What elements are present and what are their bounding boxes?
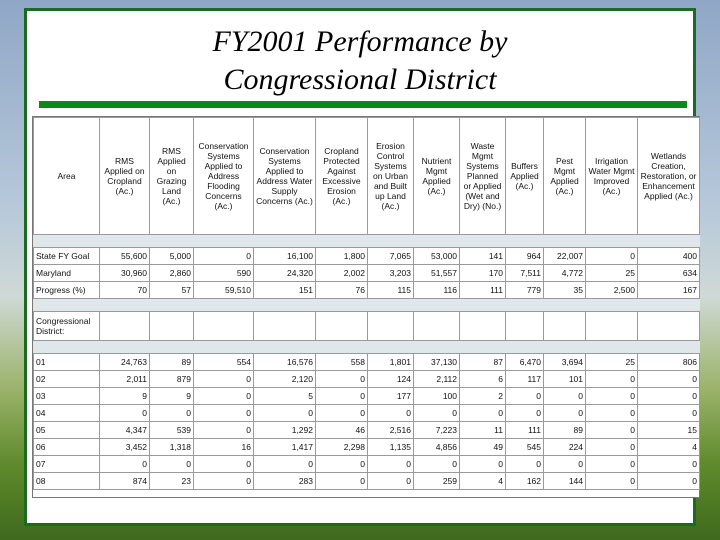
value-cell: 4,347 (100, 422, 150, 439)
performance-table-container (32, 116, 700, 498)
spacer-cell (100, 235, 150, 248)
empty-cell (316, 312, 368, 341)
value-cell: 2,860 (150, 265, 194, 282)
value-cell: 0 (368, 405, 414, 422)
area-cell: State FY Goal (34, 248, 100, 265)
value-cell: 30,960 (100, 265, 150, 282)
value-cell: 590 (194, 265, 254, 282)
value-cell: 5 (254, 388, 316, 405)
spacer-cell (150, 299, 194, 312)
value-cell: 57 (150, 282, 194, 299)
spacer-cell (544, 235, 586, 248)
spacer-cell (150, 235, 194, 248)
empty-cell (254, 312, 316, 341)
value-cell: 7,065 (368, 248, 414, 265)
value-cell: 0 (194, 248, 254, 265)
value-cell: 283 (254, 473, 316, 490)
value-cell: 0 (586, 456, 638, 473)
value-cell: 25 (586, 354, 638, 371)
column-header: Erosion Control Systems on Urban and Built up Land (Ac.) (368, 118, 414, 235)
spacer-cell (254, 235, 316, 248)
spacer-cell (544, 299, 586, 312)
value-cell: 0 (194, 473, 254, 490)
value-cell: 87 (460, 354, 506, 371)
value-cell: 1,135 (368, 439, 414, 456)
value-cell: 3,203 (368, 265, 414, 282)
value-cell: 779 (506, 282, 544, 299)
area-cell: 01 (34, 354, 100, 371)
value-cell: 0 (100, 405, 150, 422)
value-cell: 115 (368, 282, 414, 299)
column-header: Irrigation Water Mgmt Improved (Ac.) (586, 118, 638, 235)
value-cell: 0 (100, 456, 150, 473)
value-cell: 101 (544, 371, 586, 388)
value-cell: 116 (414, 282, 460, 299)
area-cell: 02 (34, 371, 100, 388)
empty-cell (506, 312, 544, 341)
title-line-2: Congressional District (223, 63, 497, 96)
area-cell: Maryland (34, 265, 100, 282)
spacer-cell (34, 235, 100, 248)
value-cell: 37,130 (414, 354, 460, 371)
spacer-cell (34, 341, 100, 354)
value-cell: 11 (460, 422, 506, 439)
value-cell: 0 (586, 473, 638, 490)
value-cell: 0 (638, 371, 700, 388)
value-cell: 1,801 (368, 354, 414, 371)
value-cell: 144 (544, 473, 586, 490)
slide-title (27, 23, 693, 99)
value-cell: 0 (544, 405, 586, 422)
title-divider (39, 101, 687, 108)
value-cell: 0 (194, 388, 254, 405)
value-cell: 0 (414, 456, 460, 473)
value-cell: 806 (638, 354, 700, 371)
value-cell: 24,320 (254, 265, 316, 282)
header-row (34, 118, 700, 235)
value-cell: 89 (544, 422, 586, 439)
value-cell: 51,557 (414, 265, 460, 282)
spacer-cell (150, 341, 194, 354)
value-cell: 9 (100, 388, 150, 405)
spacer-cell (460, 299, 506, 312)
value-cell: 0 (586, 371, 638, 388)
value-cell: 23 (150, 473, 194, 490)
spacer-cell (506, 299, 544, 312)
value-cell: 22,007 (544, 248, 586, 265)
value-cell: 0 (638, 473, 700, 490)
value-cell: 55,600 (100, 248, 150, 265)
table-row (34, 422, 700, 439)
value-cell: 0 (194, 405, 254, 422)
value-cell: 0 (316, 405, 368, 422)
value-cell: 0 (638, 388, 700, 405)
value-cell: 0 (150, 456, 194, 473)
value-cell: 5,000 (150, 248, 194, 265)
value-cell: 554 (194, 354, 254, 371)
area-cell: Progress (%) (34, 282, 100, 299)
value-cell: 1,800 (316, 248, 368, 265)
value-cell: 224 (544, 439, 586, 456)
spacer-row (34, 299, 700, 312)
table-body (34, 235, 700, 490)
spacer-cell (368, 341, 414, 354)
spacer-cell (316, 299, 368, 312)
value-cell: 141 (460, 248, 506, 265)
value-cell: 0 (460, 405, 506, 422)
spacer-cell (316, 341, 368, 354)
spacer-cell (414, 341, 460, 354)
value-cell: 0 (368, 473, 414, 490)
column-header: RMS Applied on Cropland (Ac.) (100, 118, 150, 235)
value-cell: 167 (638, 282, 700, 299)
value-cell: 0 (506, 405, 544, 422)
empty-cell (100, 312, 150, 341)
value-cell: 0 (586, 405, 638, 422)
spacer-cell (506, 341, 544, 354)
value-cell: 0 (316, 473, 368, 490)
value-cell: 0 (316, 371, 368, 388)
spacer-cell (638, 299, 700, 312)
spacer-cell (34, 299, 100, 312)
spacer-row (34, 341, 700, 354)
table-row (34, 354, 700, 371)
value-cell: 4,856 (414, 439, 460, 456)
spacer-cell (460, 341, 506, 354)
slide-frame (24, 8, 696, 526)
value-cell: 2,500 (586, 282, 638, 299)
table-row (34, 456, 700, 473)
value-cell: 7,511 (506, 265, 544, 282)
value-cell: 1,318 (150, 439, 194, 456)
spacer-cell (586, 299, 638, 312)
table-row (34, 473, 700, 490)
table-row (34, 248, 700, 265)
area-cell: 04 (34, 405, 100, 422)
value-cell: 1,417 (254, 439, 316, 456)
spacer-cell (316, 235, 368, 248)
value-cell: 9 (150, 388, 194, 405)
table-row (34, 265, 700, 282)
value-cell: 170 (460, 265, 506, 282)
spacer-cell (544, 341, 586, 354)
spacer-cell (414, 299, 460, 312)
value-cell: 6 (460, 371, 506, 388)
column-header: Wetlands Creation, Restoration, or Enhancement Applied (Ac.) (638, 118, 700, 235)
empty-cell (586, 312, 638, 341)
value-cell: 2,011 (100, 371, 150, 388)
value-cell: 70 (100, 282, 150, 299)
value-cell: 177 (368, 388, 414, 405)
column-header: Pest Mgmt Applied (Ac.) (544, 118, 586, 235)
value-cell: 2,002 (316, 265, 368, 282)
table-row (34, 371, 700, 388)
value-cell: 964 (506, 248, 544, 265)
section-row (34, 312, 700, 341)
value-cell: 117 (506, 371, 544, 388)
value-cell: 259 (414, 473, 460, 490)
value-cell: 874 (100, 473, 150, 490)
value-cell: 76 (316, 282, 368, 299)
value-cell: 16,576 (254, 354, 316, 371)
value-cell: 634 (638, 265, 700, 282)
value-cell: 59,510 (194, 282, 254, 299)
spacer-row (34, 235, 700, 248)
value-cell: 0 (506, 456, 544, 473)
area-cell: 05 (34, 422, 100, 439)
value-cell: 0 (460, 456, 506, 473)
value-cell: 4,772 (544, 265, 586, 282)
value-cell: 3,452 (100, 439, 150, 456)
value-cell: 2 (460, 388, 506, 405)
column-header: Buffers Applied (Ac.) (506, 118, 544, 235)
value-cell: 49 (460, 439, 506, 456)
table-row (34, 405, 700, 422)
value-cell: 0 (506, 388, 544, 405)
value-cell: 0 (586, 422, 638, 439)
value-cell: 0 (414, 405, 460, 422)
value-cell: 0 (254, 405, 316, 422)
spacer-cell (638, 341, 700, 354)
value-cell: 46 (316, 422, 368, 439)
value-cell: 124 (368, 371, 414, 388)
column-header: Waste Mgmt Systems Planned or Applied (Wet and Dry) (No.) (460, 118, 506, 235)
value-cell: 7,223 (414, 422, 460, 439)
spacer-cell (368, 299, 414, 312)
section-label: Congressional District: (34, 312, 100, 341)
spacer-cell (638, 235, 700, 248)
table-row (34, 282, 700, 299)
value-cell: 15 (638, 422, 700, 439)
value-cell: 111 (506, 422, 544, 439)
empty-cell (638, 312, 700, 341)
spacer-cell (506, 235, 544, 248)
empty-cell (150, 312, 194, 341)
value-cell: 545 (506, 439, 544, 456)
value-cell: 0 (544, 456, 586, 473)
value-cell: 111 (460, 282, 506, 299)
spacer-cell (254, 299, 316, 312)
spacer-cell (100, 341, 150, 354)
value-cell: 2,516 (368, 422, 414, 439)
value-cell: 151 (254, 282, 316, 299)
value-cell: 0 (544, 388, 586, 405)
empty-cell (414, 312, 460, 341)
column-header: Nutrient Mgmt Applied (Ac.) (414, 118, 460, 235)
column-header: Conservation Systems Applied to Address Flooding Concerns (Ac.) (194, 118, 254, 235)
value-cell: 2,298 (316, 439, 368, 456)
title-line-1: FY2001 Performance by (212, 25, 508, 58)
value-cell: 0 (638, 405, 700, 422)
value-cell: 2,112 (414, 371, 460, 388)
value-cell: 4 (638, 439, 700, 456)
value-cell: 24,763 (100, 354, 150, 371)
spacer-cell (414, 235, 460, 248)
value-cell: 3,694 (544, 354, 586, 371)
value-cell: 0 (254, 456, 316, 473)
value-cell: 0 (638, 456, 700, 473)
empty-cell (460, 312, 506, 341)
value-cell: 0 (194, 456, 254, 473)
table-row (34, 439, 700, 456)
spacer-cell (460, 235, 506, 248)
value-cell: 89 (150, 354, 194, 371)
spacer-cell (194, 341, 254, 354)
value-cell: 1,292 (254, 422, 316, 439)
area-cell: 03 (34, 388, 100, 405)
spacer-cell (586, 341, 638, 354)
value-cell: 0 (316, 388, 368, 405)
value-cell: 100 (414, 388, 460, 405)
value-cell: 879 (150, 371, 194, 388)
empty-cell (368, 312, 414, 341)
value-cell: 0 (586, 248, 638, 265)
value-cell: 558 (316, 354, 368, 371)
column-header: Area (34, 118, 100, 235)
spacer-cell (100, 299, 150, 312)
value-cell: 53,000 (414, 248, 460, 265)
value-cell: 0 (150, 405, 194, 422)
value-cell: 25 (586, 265, 638, 282)
table-row (34, 388, 700, 405)
spacer-cell (194, 299, 254, 312)
value-cell: 0 (368, 456, 414, 473)
spacer-cell (194, 235, 254, 248)
value-cell: 4 (460, 473, 506, 490)
value-cell: 0 (194, 422, 254, 439)
value-cell: 162 (506, 473, 544, 490)
area-cell: 06 (34, 439, 100, 456)
column-header: Cropland Protected Against Excessive Erosion (Ac.) (316, 118, 368, 235)
empty-cell (544, 312, 586, 341)
spacer-cell (368, 235, 414, 248)
spacer-cell (586, 235, 638, 248)
value-cell: 0 (316, 456, 368, 473)
area-cell: 07 (34, 456, 100, 473)
value-cell: 539 (150, 422, 194, 439)
value-cell: 0 (586, 439, 638, 456)
value-cell: 16,100 (254, 248, 316, 265)
value-cell: 0 (194, 371, 254, 388)
value-cell: 16 (194, 439, 254, 456)
value-cell: 0 (586, 388, 638, 405)
value-cell: 400 (638, 248, 700, 265)
column-header: RMS Applied on Grazing Land (Ac.) (150, 118, 194, 235)
column-header: Conservation Systems Applied to Address Water Supply Concerns (Ac.) (254, 118, 316, 235)
spacer-cell (254, 341, 316, 354)
area-cell: 08 (34, 473, 100, 490)
performance-table (33, 117, 700, 490)
empty-cell (194, 312, 254, 341)
value-cell: 2,120 (254, 371, 316, 388)
value-cell: 35 (544, 282, 586, 299)
value-cell: 6,470 (506, 354, 544, 371)
